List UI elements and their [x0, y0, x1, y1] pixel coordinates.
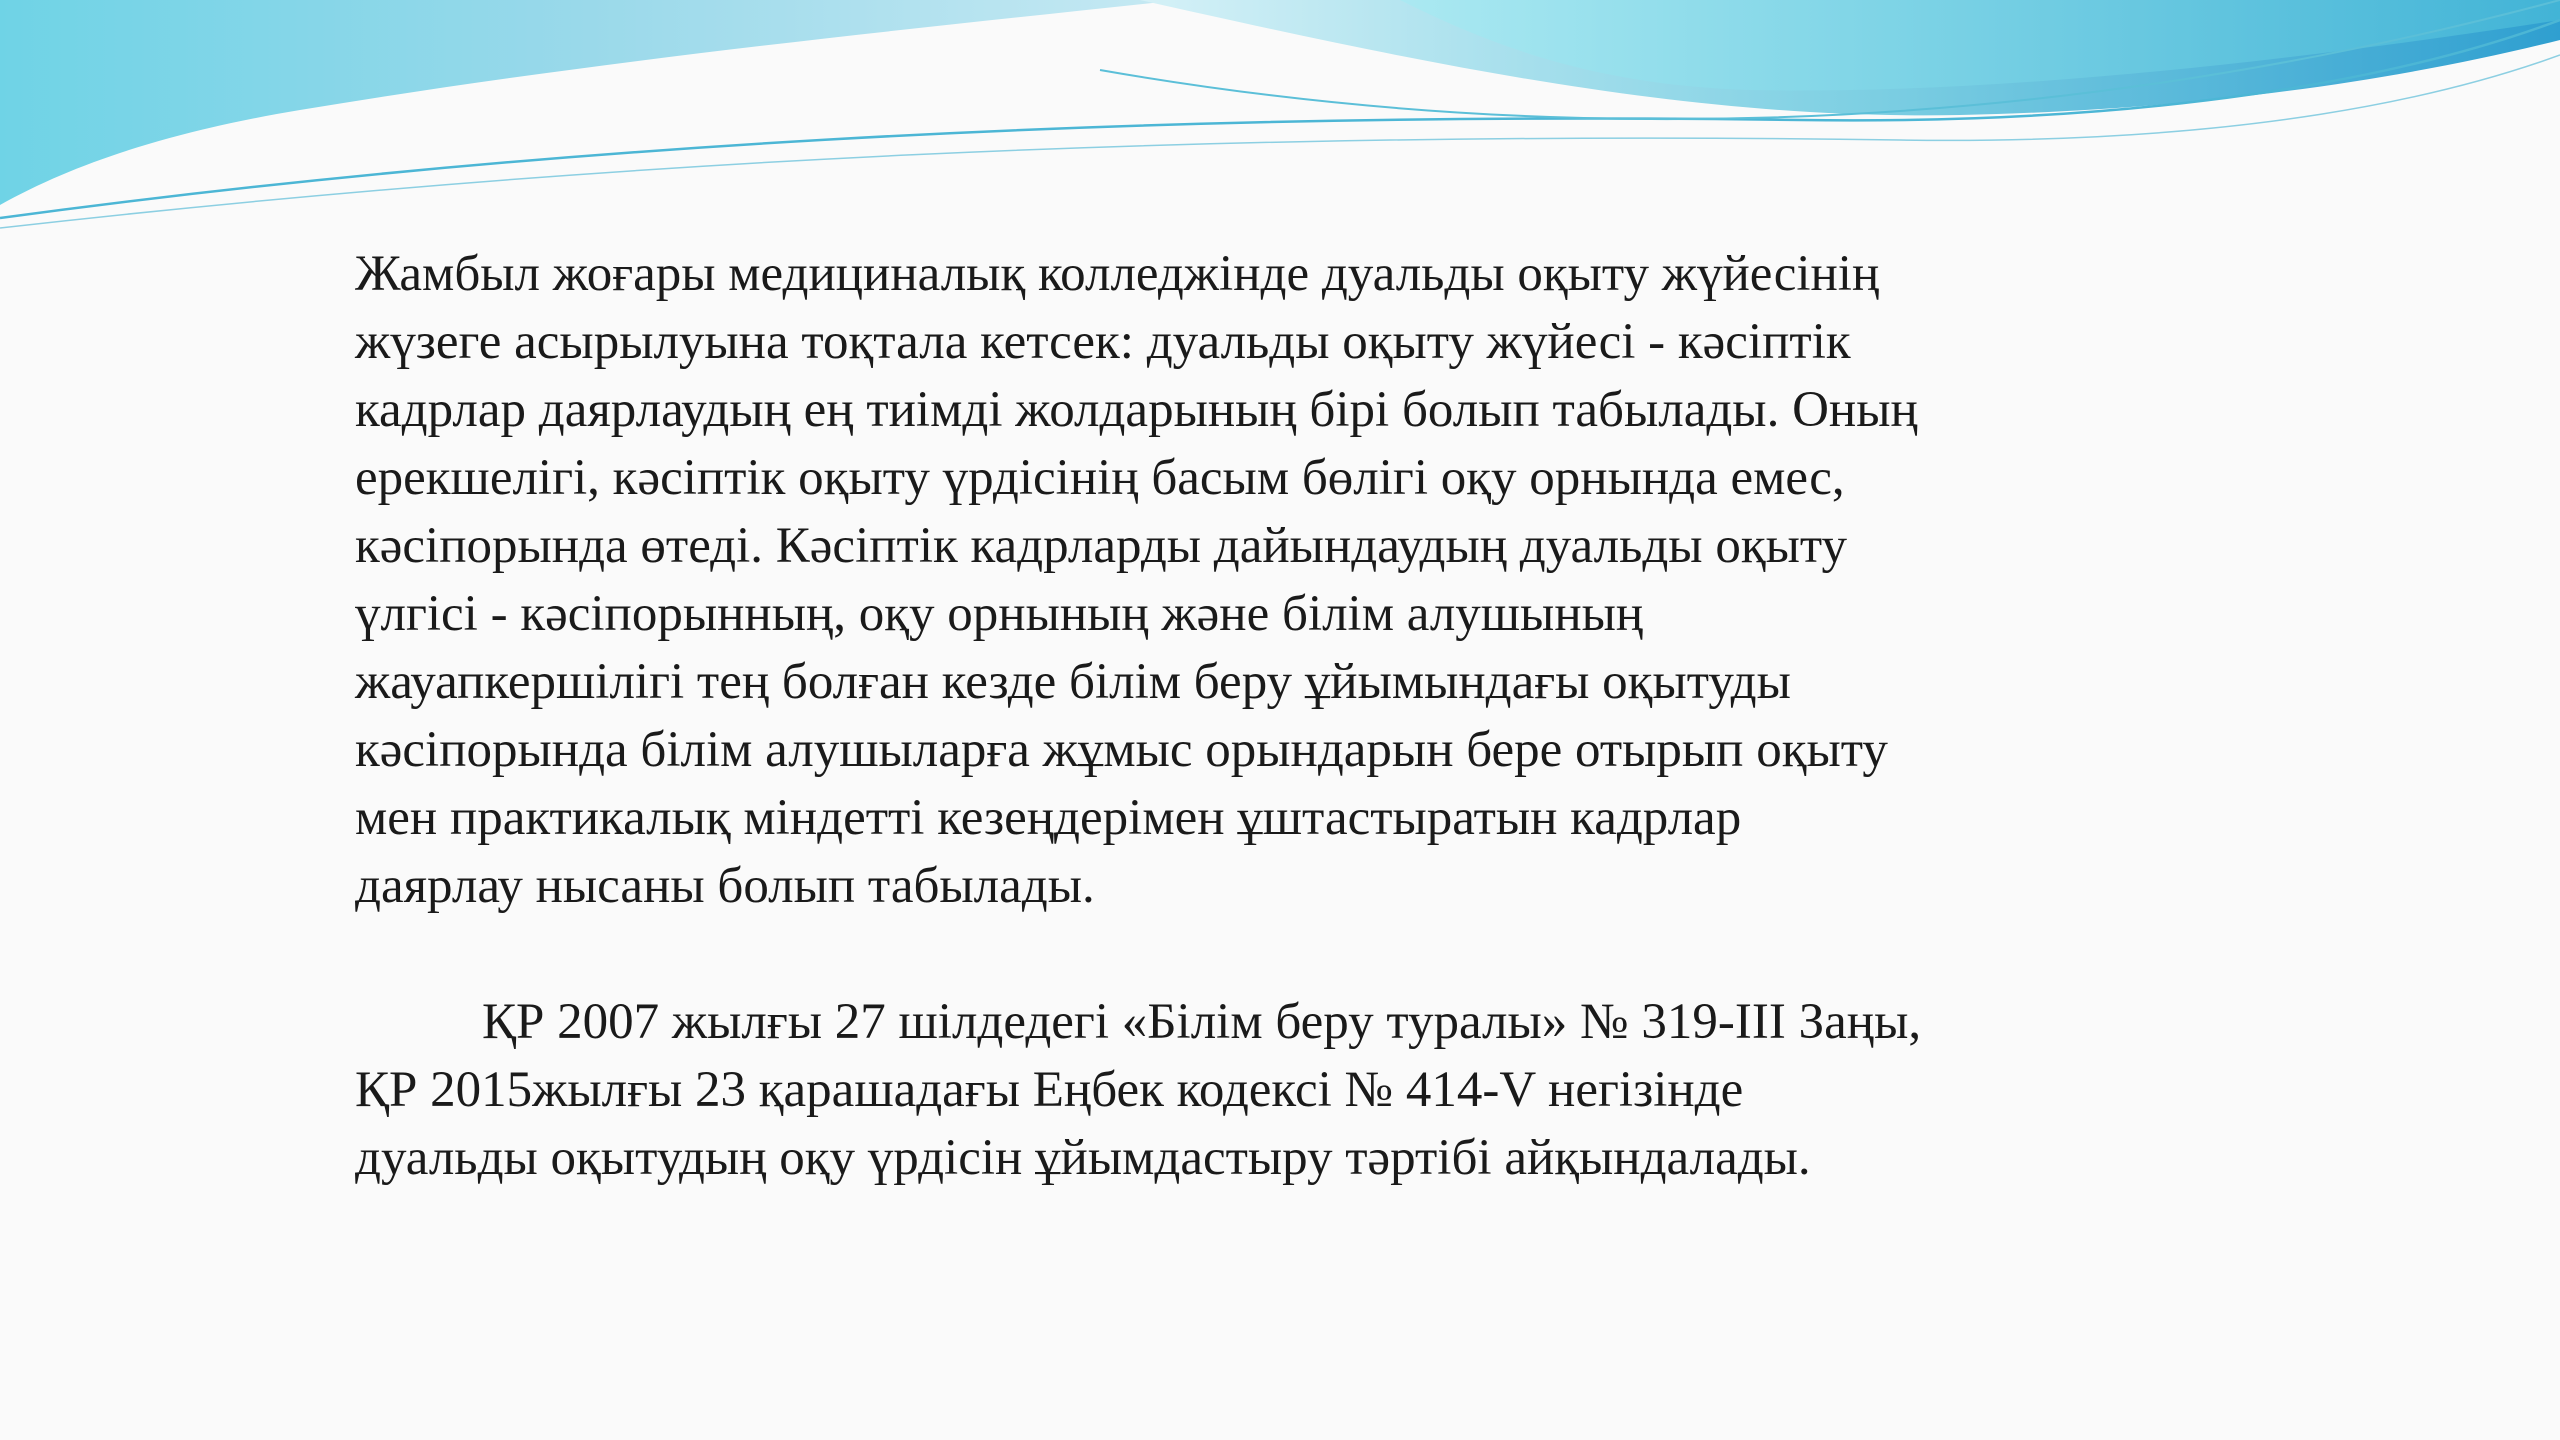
- paragraph-line: дуальды оқытудың оқу үрдісін ұйымдастыру тәртібі айқындалады.: [355, 1130, 1811, 1186]
- paragraph-line: жүзеге асырылуына тоқтала кетсек: дуальды оқыту жүйесі - кәсіптік: [355, 314, 1851, 370]
- paragraph-line: жауапкершілігі тең болған кезде білім беру ұйымындағы оқытуды: [355, 654, 1791, 710]
- paragraph-line: кәсіпорында өтеді. Кәсіптік кадрларды дайындаудың дуальды оқыту: [355, 518, 1847, 574]
- paragraph-line: үлгісі - кәсіпорынның, оқу орнының және білім алушының: [355, 586, 1644, 642]
- paragraph-line: ҚР 2015жылғы 23 қарашадағы Еңбек кодексі № 414-V негізінде: [355, 1062, 1744, 1118]
- paragraph-line: ҚР 2007 жылғы 27 шілдедегі «Білім беру туралы» № 319-ІІІ Заңы,: [482, 994, 1922, 1050]
- paragraph-line: кәсіпорында білім алушыларға жұмыс орындарын бере отырып оқыту: [355, 722, 1888, 778]
- paragraph-line: кадрлар даярлаудың ең тиімді жолдарының бірі болып табылады. Оның: [355, 382, 1918, 438]
- paragraph-legal-basis: [355, 988, 2175, 1192]
- paragraph-dual-education: [355, 240, 2175, 920]
- paragraph-line: мен практикалық міндетті кезеңдерімен ұштастыратын кадрлар: [355, 790, 1742, 846]
- paragraph-line: Жамбыл жоғары медициналық колледжінде дуальды оқыту жүйесінің: [355, 246, 1880, 302]
- paragraph-spacer: [355, 920, 2175, 988]
- paragraph-line: даярлау нысаны болып табылады.: [355, 858, 1095, 914]
- slide-text-body: [355, 240, 2175, 1192]
- paragraph-line: ерекшелігі, кәсіптік оқыту үрдісінің басым бөлігі оқу орнында емес,: [355, 450, 1845, 506]
- wave-header-decoration: [0, 0, 2560, 240]
